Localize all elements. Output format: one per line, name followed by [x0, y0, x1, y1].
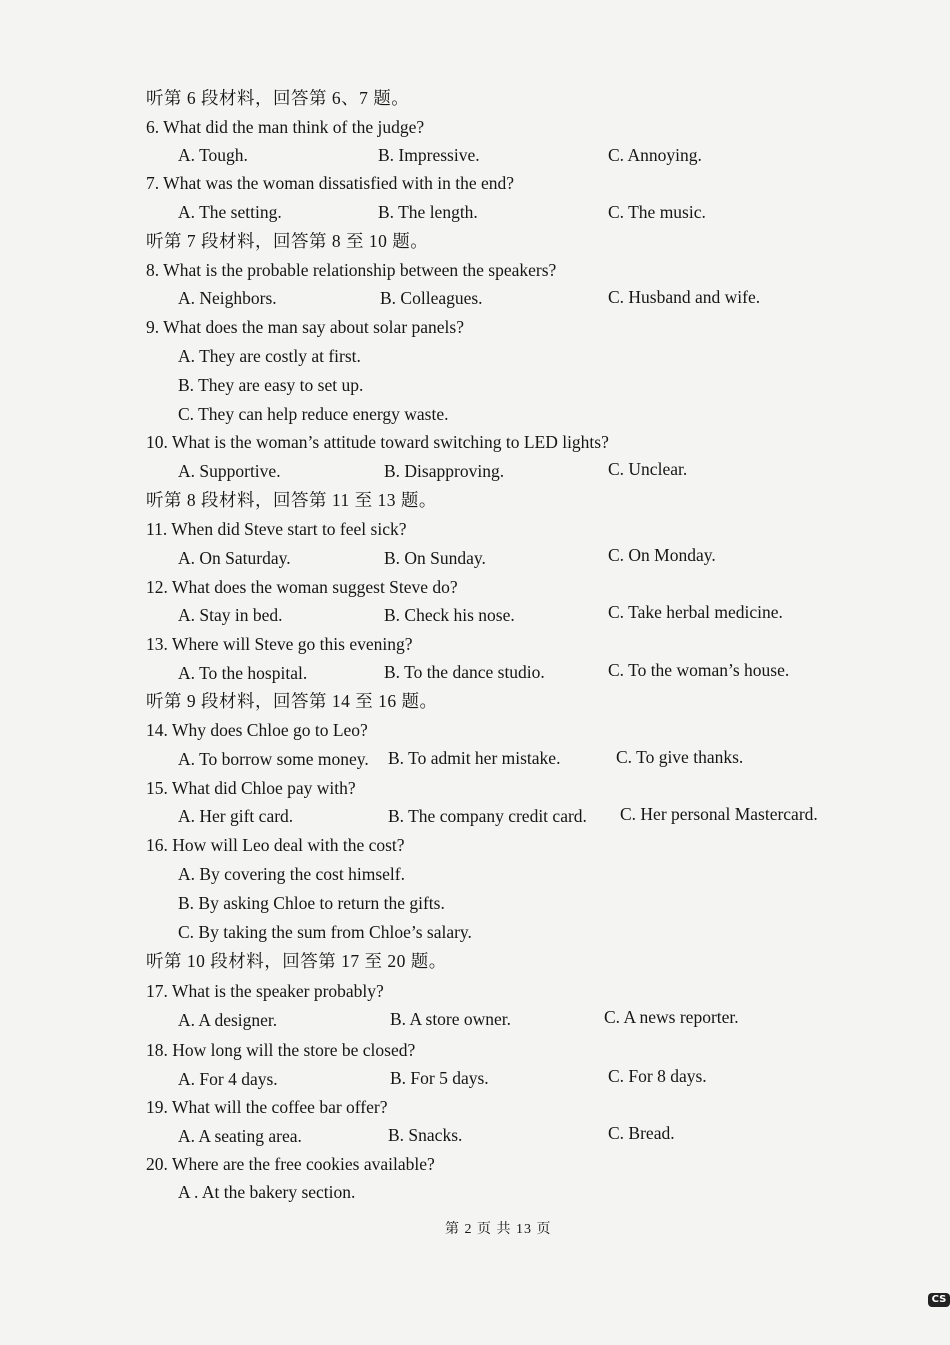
option-b: B. For 5 days. [390, 1068, 489, 1088]
option-a: A. Her gift card. [178, 806, 294, 826]
option-b: B. Disapproving. [384, 461, 505, 481]
scanner-watermark [928, 1293, 950, 1307]
option-b: B. To admit her mistake. [388, 748, 561, 768]
option-b: B. They are easy to set up. [178, 375, 364, 395]
option-b: B. On Sunday. [384, 548, 486, 568]
option-a: A. A designer. [178, 1010, 278, 1030]
page-number: 第 2 页 共 13 页 [445, 1222, 552, 1237]
option-c: C. They can help reduce energy waste. [178, 404, 449, 424]
option-a: A. Tough. [178, 145, 248, 165]
option-a: A. To borrow some money. [178, 749, 369, 769]
question-stem: 7. What was the woman dissatisfied with in the end? [146, 173, 515, 193]
section-header: 听第 10 段材料，回答第 17 至 20 题。 [146, 951, 447, 971]
option-a: A. For 4 days. [178, 1069, 278, 1089]
option-c: C. The music. [608, 202, 706, 222]
option-a: A. A seating area. [178, 1126, 302, 1146]
question-stem: 10. What is the woman’s attitude toward switching to LED lights? [146, 432, 609, 452]
option-a: A. Neighbors. [178, 288, 277, 308]
option-a: A. Supportive. [178, 461, 281, 481]
question-stem: 9. What does the man say about solar panels? [146, 317, 464, 337]
section-header: 听第 9 段材料，回答第 14 至 16 题。 [146, 691, 438, 711]
option-b: B. The length. [378, 202, 478, 222]
question-stem: 13. Where will Steve go this evening? [146, 634, 413, 654]
option-a: A. By covering the cost himself. [178, 864, 405, 884]
option-b: B. To the dance studio. [384, 662, 545, 682]
option-c: C. Annoying. [608, 145, 702, 165]
option-b: B. Snacks. [388, 1125, 463, 1145]
scanner-logo-icon: CS [928, 1293, 950, 1307]
question-stem: 19. What will the coffee bar offer? [146, 1097, 388, 1117]
option-c: C. Bread. [608, 1123, 675, 1143]
option-c: C. A news reporter. [604, 1007, 739, 1027]
section-header: 听第 8 段材料，回答第 11 至 13 题。 [146, 490, 437, 510]
question-stem: 6. What did the man think of the judge? [146, 117, 425, 137]
question-stem: 12. What does the woman suggest Steve do? [146, 577, 458, 597]
question-stem: 8. What is the probable relationship between the speakers? [146, 260, 557, 280]
option-a: A . At the bakery section. [178, 1182, 356, 1202]
question-stem: 17. What is the speaker probably? [146, 981, 384, 1001]
option-b: B. The company credit card. [388, 806, 587, 826]
option-c: C. To the woman’s house. [608, 660, 790, 680]
option-b: B. Check his nose. [384, 605, 515, 625]
option-b: B. Colleagues. [380, 288, 483, 308]
question-stem: 11. When did Steve start to feel sick? [146, 519, 407, 539]
option-a: A. On Saturday. [178, 548, 291, 568]
question-stem: 14. Why does Chloe go to Leo? [146, 720, 368, 740]
section-header: 听第 7 段材料，回答第 8 至 10 题。 [146, 231, 429, 251]
option-a: A. To the hospital. [178, 663, 308, 683]
option-c: C. For 8 days. [608, 1066, 707, 1086]
option-a: A. The setting. [178, 202, 282, 222]
option-c: C. Unclear. [608, 459, 688, 479]
option-c: C. On Monday. [608, 545, 716, 565]
question-stem: 20. Where are the free cookies available? [146, 1154, 435, 1174]
option-b: B. Impressive. [378, 145, 480, 165]
section-header: 听第 6 段材料，回答第 6、7 题。 [146, 88, 410, 108]
option-a: A. They are costly at first. [178, 346, 361, 366]
option-c: C. Her personal Mastercard. [620, 804, 818, 824]
option-b: B. By asking Chloe to return the gifts. [178, 893, 445, 913]
option-c: C. Husband and wife. [608, 287, 761, 307]
question-stem: 18. How long will the store be closed? [146, 1040, 416, 1060]
option-b: B. A store owner. [390, 1009, 512, 1029]
option-c: C. By taking the sum from Chloe’s salary. [178, 922, 472, 942]
option-c: C. Take herbal medicine. [608, 602, 783, 622]
option-a: A. Stay in bed. [178, 605, 283, 625]
option-c: C. To give thanks. [616, 747, 744, 767]
question-stem: 15. What did Chloe pay with? [146, 778, 356, 798]
question-stem: 16. How will Leo deal with the cost? [146, 835, 405, 855]
